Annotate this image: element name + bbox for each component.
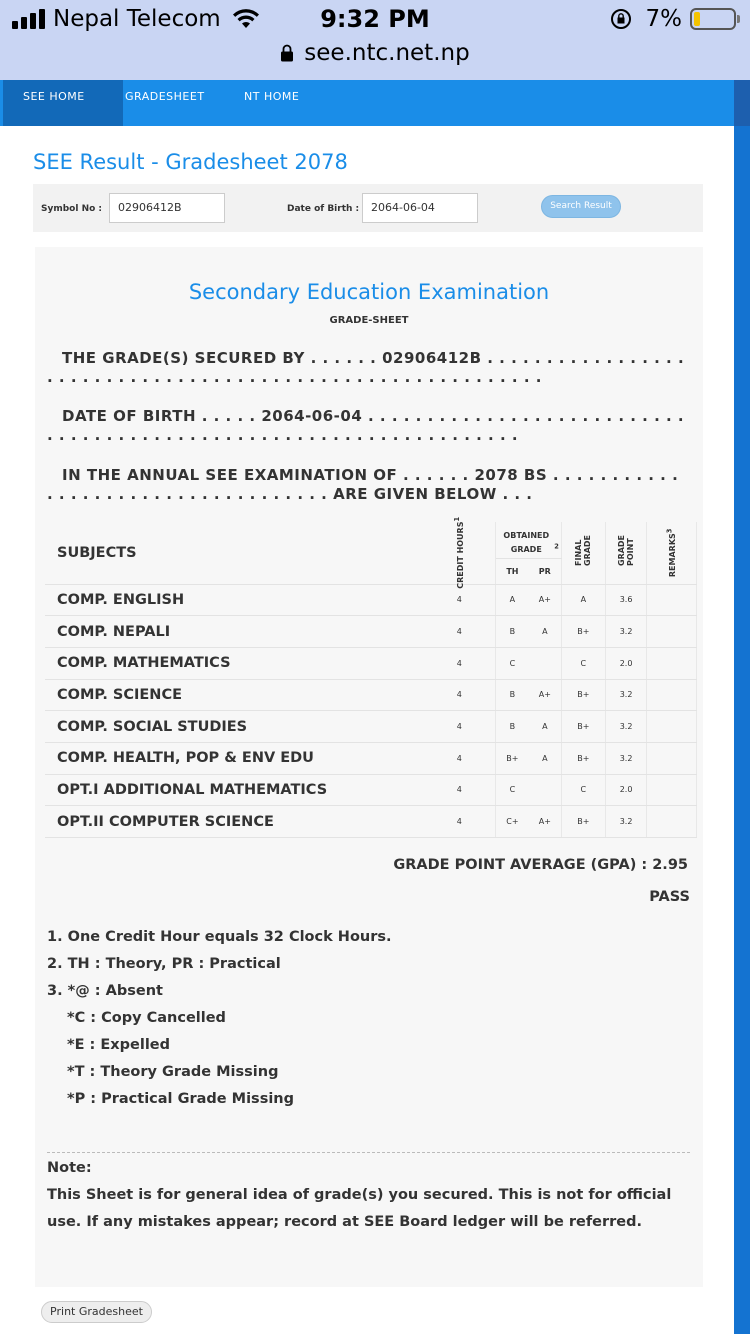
battery-icon bbox=[690, 8, 736, 30]
th-grade-cell: B bbox=[496, 616, 529, 648]
credit-cell: 4 bbox=[423, 679, 495, 711]
grade-point-cell: 3.2 bbox=[605, 806, 647, 838]
url-text: see.ntc.net.np bbox=[304, 40, 470, 66]
status-right bbox=[610, 6, 737, 32]
rotation-lock-icon bbox=[610, 8, 632, 30]
legend bbox=[47, 924, 392, 1113]
legend-item: *T : Theory Grade Missing bbox=[67, 1064, 279, 1080]
grade-point-cell: 3.2 bbox=[605, 616, 647, 648]
obtained-grade-header bbox=[496, 522, 562, 558]
final-grade-cell: B+ bbox=[562, 616, 606, 648]
th-grade-cell: C bbox=[496, 647, 529, 679]
table-row bbox=[45, 742, 697, 774]
th-grade-cell: B bbox=[496, 711, 529, 743]
final-grade-cell: B+ bbox=[562, 679, 606, 711]
final-grade-cell: B+ bbox=[562, 742, 606, 774]
pr-grade-cell: A+ bbox=[529, 679, 562, 711]
grade-point-cell: 2.0 bbox=[605, 774, 647, 806]
table-row bbox=[45, 584, 697, 616]
remarks-sup: 3 bbox=[665, 528, 674, 534]
table-row bbox=[45, 616, 697, 648]
th-grade-cell: C bbox=[496, 774, 529, 806]
final-grade-cell: A bbox=[562, 584, 606, 616]
dob-line bbox=[47, 407, 687, 445]
remarks-cell bbox=[647, 616, 697, 648]
pr-grade-cell: A bbox=[529, 742, 562, 774]
th-grade-cell: C+ bbox=[496, 806, 529, 838]
note-text: This Sheet is for general idea of grade(s) you secured. This is not for official use. If any mistakes appear; record at SEE Board ledger will be referred. bbox=[47, 1187, 672, 1230]
grade-point-cell: 3.2 bbox=[605, 679, 647, 711]
search-result-button[interactable]: Search Result bbox=[541, 195, 621, 218]
search-form bbox=[33, 184, 703, 232]
print-gradesheet-button[interactable]: Print Gradesheet bbox=[41, 1301, 152, 1323]
pr-grade-cell: A bbox=[529, 616, 562, 648]
credit-cell: 4 bbox=[423, 616, 495, 648]
table-row bbox=[45, 774, 697, 806]
credit-cell: 4 bbox=[423, 774, 495, 806]
exam-line bbox=[47, 466, 687, 504]
remarks-cell bbox=[647, 806, 697, 838]
remarks-cell bbox=[647, 647, 697, 679]
remarks-header bbox=[647, 522, 697, 584]
subjects-header: SUBJECTS bbox=[45, 522, 423, 584]
grade-point-label: GRADE POINT bbox=[617, 534, 636, 566]
table-row bbox=[45, 679, 697, 711]
subject-cell: OPT.II COMPUTER SCIENCE bbox=[45, 806, 423, 838]
final-grade-header bbox=[562, 522, 606, 584]
grade-point-cell: 3.2 bbox=[605, 711, 647, 743]
grade-point-header bbox=[605, 522, 647, 584]
subject-cell: COMP. MATHEMATICS bbox=[45, 647, 423, 679]
final-grade-cell: B+ bbox=[562, 711, 606, 743]
secured-by-text: THE GRADE(S) SECURED BY . . . . . . 02906412B . . . . . . . . . . . . . . . . . . . . . . . . . . . . . . . . . . . . . . . . . . . . . . . . . . . . . . . . . . . bbox=[47, 349, 685, 386]
dob-text: DATE OF BIRTH . . . . . 2064-06-04 . . . . . . . . . . . . . . . . . . . . . . . . . . . . . . . . . . . . . . . . . . . . . . . . . . . . . . . . . . . . . . . . . . . bbox=[47, 407, 685, 444]
clock: 9:32 PM bbox=[320, 5, 430, 33]
credit-sup: 1 bbox=[453, 516, 462, 522]
th-header: TH bbox=[496, 558, 529, 584]
subject-cell: COMP. SCIENCE bbox=[45, 679, 423, 711]
final-grade-cell: B+ bbox=[562, 806, 606, 838]
legend-item: *C : Copy Cancelled bbox=[67, 1010, 226, 1026]
obtained-grade-label: OBTAINED GRADE bbox=[503, 530, 550, 554]
nav-nt-home[interactable]: NT HOME bbox=[244, 90, 300, 103]
credit-cell: 4 bbox=[423, 742, 495, 774]
credit-cell: 4 bbox=[423, 584, 495, 616]
legend-item: 3. *@ : Absent bbox=[47, 983, 163, 999]
remarks-cell bbox=[647, 584, 697, 616]
pr-grade-cell: A+ bbox=[529, 584, 562, 616]
remarks-label: REMARKS bbox=[668, 533, 678, 578]
nav-gradesheet[interactable]: GRADESHEET bbox=[125, 90, 205, 103]
table-row bbox=[45, 711, 697, 743]
pr-grade-cell bbox=[529, 647, 562, 679]
subject-cell: COMP. HEALTH, POP & ENV EDU bbox=[45, 742, 423, 774]
th-grade-cell: A bbox=[496, 584, 529, 616]
subject-cell: COMP. ENGLISH bbox=[45, 584, 423, 616]
exam-text: IN THE ANNUAL SEE EXAMINATION OF . . . . . . 2078 BS . . . . . . . . . . . . . . . . . . . . . . . . . . . . . . . . . . . ARE GIVEN BELOW . . . bbox=[47, 466, 679, 503]
sheet-subtitle: GRADE-SHEET bbox=[329, 315, 409, 326]
obtained-sup: 2 bbox=[554, 542, 559, 551]
remarks-cell bbox=[647, 774, 697, 806]
symbol-input[interactable]: 02906412B bbox=[109, 193, 225, 223]
sheet-title: Secondary Education Examination bbox=[188, 280, 550, 304]
battery-percent: 7% bbox=[645, 6, 682, 32]
note-title: Note: bbox=[47, 1160, 92, 1176]
grades-table bbox=[45, 516, 697, 838]
legend-item: *E : Expelled bbox=[67, 1037, 171, 1053]
table-row bbox=[45, 647, 697, 679]
symbol-label: Symbol No : bbox=[41, 204, 103, 214]
final-grade-label: FINAL GRADE bbox=[574, 534, 593, 566]
url-bar[interactable] bbox=[0, 40, 750, 66]
legend-item: 2. TH : Theory, PR : Practical bbox=[47, 956, 281, 972]
top-nav bbox=[0, 80, 750, 126]
remarks-cell bbox=[647, 742, 697, 774]
grade-sheet bbox=[35, 247, 703, 1287]
carrier-name: Nepal Telecom bbox=[53, 6, 221, 32]
nav-see-home[interactable]: SEE HOME bbox=[3, 80, 123, 126]
legend-item: 1. One Credit Hour equals 32 Clock Hours. bbox=[47, 929, 392, 945]
credit-cell: 4 bbox=[423, 647, 495, 679]
header-row bbox=[45, 522, 697, 558]
pr-header: PR bbox=[529, 558, 562, 584]
credit-cell: 4 bbox=[423, 806, 495, 838]
legend-item: *P : Practical Grade Missing bbox=[67, 1091, 294, 1107]
subject-cell: COMP. SOCIAL STUDIES bbox=[45, 711, 423, 743]
th-grade-cell: B+ bbox=[496, 742, 529, 774]
status-bar bbox=[0, 0, 750, 80]
th-grade-cell: B bbox=[496, 679, 529, 711]
pr-grade-cell: A bbox=[529, 711, 562, 743]
secured-by-line bbox=[47, 349, 687, 387]
note-section bbox=[47, 1155, 695, 1236]
remarks-cell bbox=[647, 679, 697, 711]
credit-cell: 4 bbox=[423, 711, 495, 743]
dob-input[interactable]: 2064-06-04 bbox=[362, 193, 478, 223]
dob-label: Date of Birth : bbox=[287, 204, 360, 214]
credit-hours-label: CREDIT HOURS bbox=[456, 521, 466, 589]
subject-cell: COMP. NEPALI bbox=[45, 616, 423, 648]
result-text: PASS bbox=[649, 889, 690, 905]
subject-cell: OPT.I ADDITIONAL MATHEMATICS bbox=[45, 774, 423, 806]
scroll-edge bbox=[734, 126, 750, 1334]
final-grade-cell: C bbox=[562, 774, 606, 806]
lock-icon bbox=[280, 44, 294, 62]
pr-grade-cell bbox=[529, 774, 562, 806]
table-row bbox=[45, 806, 697, 838]
grade-point-cell: 3.2 bbox=[605, 742, 647, 774]
final-grade-cell: C bbox=[562, 647, 606, 679]
page-title: SEE Result - Gradesheet 2078 bbox=[33, 150, 348, 174]
grade-point-cell: 2.0 bbox=[605, 647, 647, 679]
gpa-text: GRADE POINT AVERAGE (GPA) : 2.95 bbox=[393, 857, 688, 873]
pr-grade-cell: A+ bbox=[529, 806, 562, 838]
credit-hours-header bbox=[423, 516, 495, 589]
grade-point-cell: 3.6 bbox=[605, 584, 647, 616]
divider bbox=[47, 1152, 690, 1153]
remarks-cell bbox=[647, 711, 697, 743]
